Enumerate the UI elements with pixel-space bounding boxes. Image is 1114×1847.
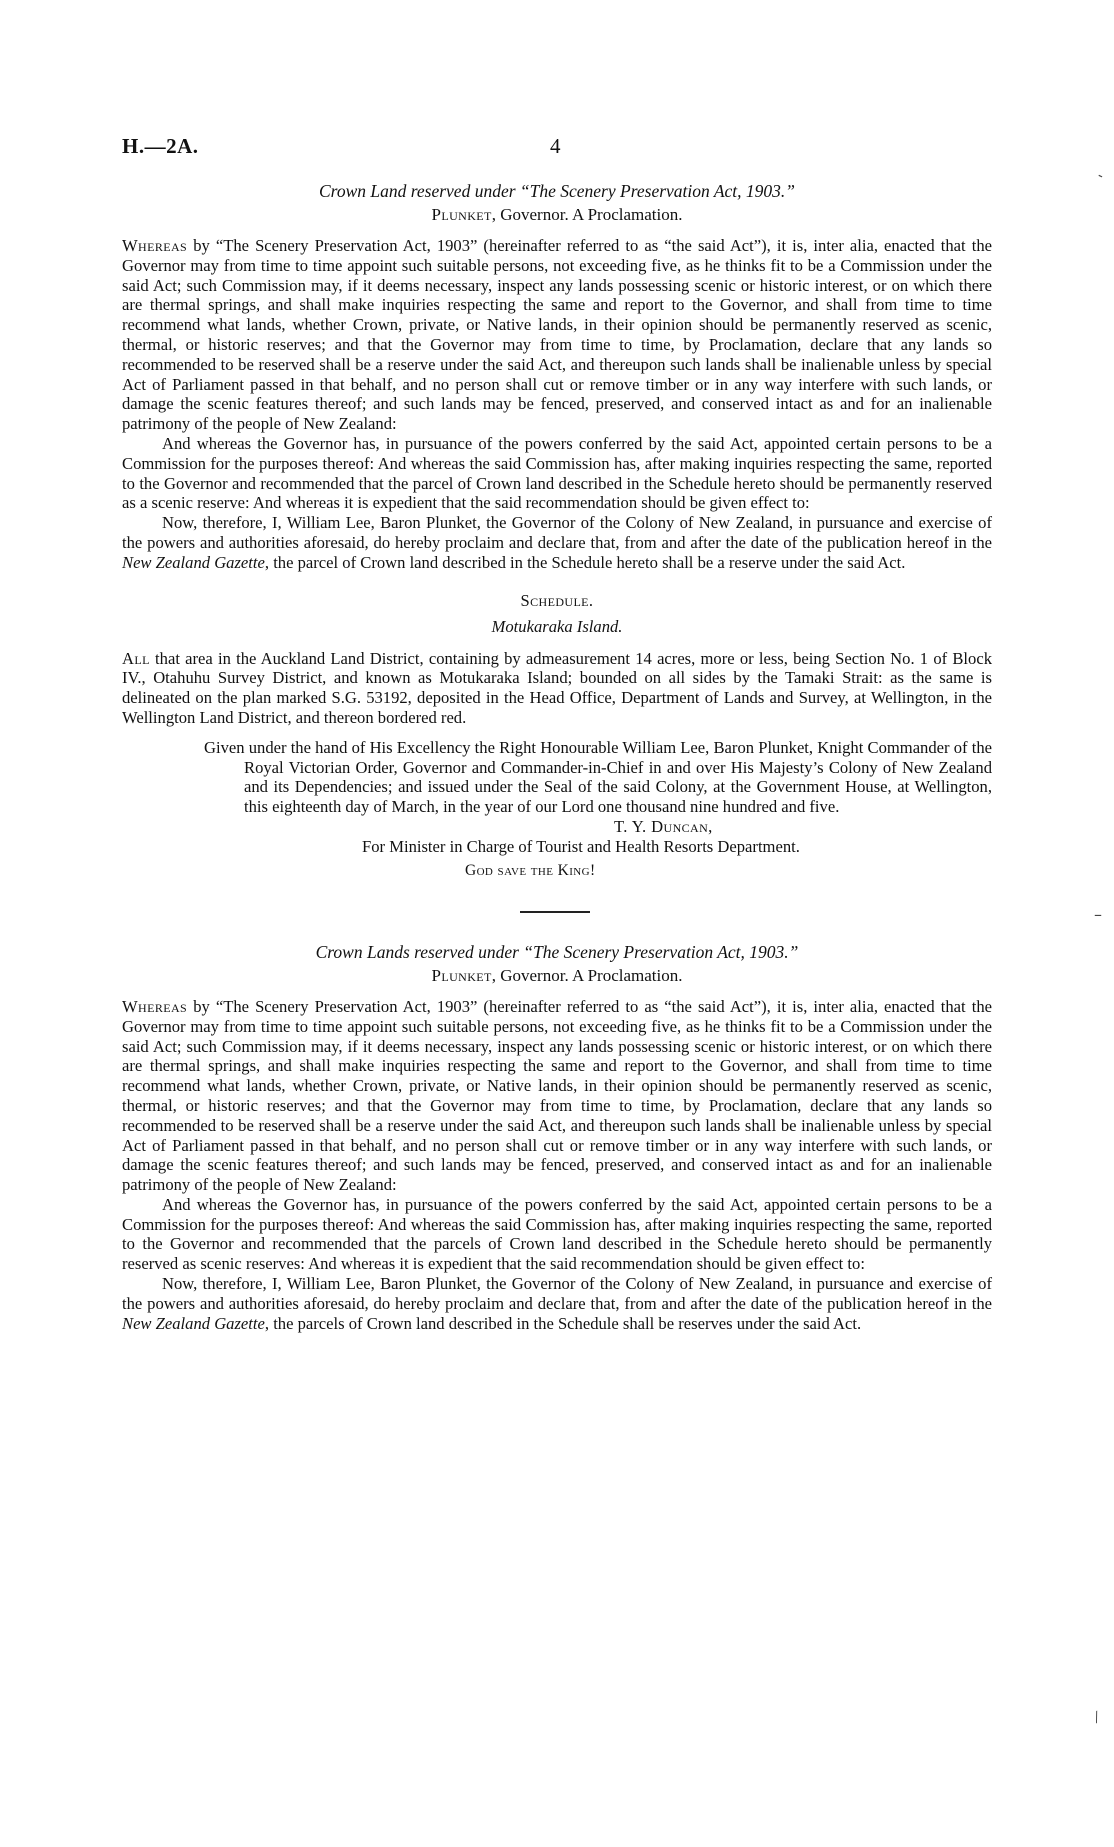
- declaration-text-end: , the parcel of Crown land described in the Schedule hereto shall be a reserve under the said Act.: [264, 552, 906, 572]
- recital-paragraph: And whereas the Governor has, in pursuance of the powers conferred by the said Act, appointed certain persons to be a Commission for the purposes thereof: And whereas the said Commission has, after making inquiries respecting the same, reported to the Governor and recommended that the parcel of Crown land described in the Schedule hereto should be permanently reserved as a scenic reserve: And whereas it is expedient that the said recommendation should be given effect to:: [122, 433, 992, 513]
- declaration-text-start: Now, therefore, I, William Lee, Baron Plunket, the Governor of the Colony of New Zealand, in pursuance and exercise of the powers and authorities aforesaid, do hereby proclaim and declare that, from and after the date of the publication hereof in the: [122, 1274, 992, 1313]
- schedule-description: [122, 649, 992, 728]
- page-header: [122, 134, 992, 164]
- preamble-text: by “The Scenery Preservation Act, 1903” (hereinafter referred to as “the said Act”), it is, inter alia, enacted that the Governor may from time to time appoint such suitable persons, not exceeding five, as he thinks fit to be a Commission under the said Act; such Commission may, if it deems necessary, inspect any lands possessing scenic or historic interest, or on which there are thermal springs, and shall make inquiries respecting the same and report to the Governor, and shall from time to time recommend what lands, whether Crown, private, or Native lands, in their opinion should be permanently reserved as scenic, thermal, or historic reserves; and that the Governor may from time to time, by Proclamation, declare that any lands so recommended to be reserved shall be a reserve under the said Act, and thereupon such lands shall be inalienable unless by special Act of Parliament passed in that behalf, and no person shall cut or remove timber or in any way interfere with such lands, or damage the scenic features thereof; and such lands may be fenced, preserved, and conserved intact as and for an inalienable patrimony of the people of New Zealand:: [122, 996, 992, 1195]
- proclamation-subtitle: [122, 204, 992, 226]
- proclamation-crown-lands: [122, 941, 992, 1334]
- preamble-paragraph: [122, 236, 992, 434]
- preamble-paragraph: [122, 997, 992, 1195]
- document-content: [122, 180, 992, 1333]
- page-number: 4: [550, 134, 561, 158]
- signatory-role: For Minister in Charge of Tourist and Health Resorts Department.: [362, 836, 800, 856]
- gazette-name: New Zealand Gazette: [122, 1313, 265, 1333]
- proclamation-subtitle: [122, 965, 992, 987]
- proclamation-heading-text: , Governor. A Proclamation.: [491, 965, 683, 985]
- declaration-paragraph: [122, 513, 992, 572]
- page-reference: H.—2A.: [122, 134, 199, 158]
- section-divider: [520, 911, 590, 913]
- declaration-paragraph: [122, 1274, 992, 1333]
- given-under-block: [204, 738, 992, 817]
- proclamation-motukaraka: [122, 180, 992, 881]
- proclamation-title: Crown Lands reserved under “The Scenery Preservation Act, 1903.”: [315, 941, 799, 962]
- given-under-text: Given under the hand of His Excellency the Right Honourable William Lee, Baron Plunket, Knight Commander of the Royal Victorian Order, Governor and Commander-in-Chief in and over His Majesty’s Colony of New Zealand and its Dependencies; and issued under the Seal of the said Colony, at the Government House, at Wellington, this eighteenth day of March, in the year of our Lord one thousand nine hundred and five.: [204, 737, 992, 817]
- lead-word: All: [122, 648, 150, 668]
- gazette-name: New Zealand Gazette: [122, 552, 265, 572]
- governor-name: Plunket: [431, 965, 492, 985]
- signatory-name: T. Y. Duncan,: [614, 816, 713, 836]
- proclamation-title: Crown Land reserved under “The Scenery Preservation Act, 1903.”: [318, 181, 795, 201]
- scan-speck-mark: –: [1094, 905, 1102, 924]
- proclamation-heading-text: , Governor. A Proclamation.: [491, 205, 683, 224]
- closing-line: God save the King!: [465, 861, 596, 879]
- preamble-text: by “The Scenery Preservation Act, 1903” (hereinafter referred to as “the said Act”), it is, inter alia, enacted that the Governor may from time to time appoint such suitable persons, not exceeding five, as he thinks fit to be a Commission under the said Act; such Commission may, if it deems necessary, inspect any lands possessing scenic or historic interest, or on which there are thermal springs, and shall make inquiries respecting the same and report to the Governor, and shall from time to time recommend what lands, whether Crown, private, or Native lands, in their opinion should be permanently reserved as scenic, thermal, or historic reserves; and that the Governor may from time to time, by Proclamation, declare that any lands so recommended to be reserved shall be a reserve under the said Act, and thereupon such lands shall be inalienable unless by special Act of Parliament passed in that behalf, and no person shall cut or remove timber or in any way interfere with such lands, or damage the scenic features thereof; and such lands may be fenced, preserved, and conserved intact as and for an inalienable patrimony of the people of New Zealand:: [122, 236, 992, 434]
- scan-speck-mark: ‐: [1094, 167, 1107, 185]
- declaration-text-end: , the parcels of Crown land described in the Schedule shall be reserves under the said Act.: [264, 1313, 862, 1333]
- lead-word: Whereas: [122, 996, 188, 1016]
- recital-paragraph: And whereas the Governor has, in pursuance of the powers conferred by the said Act, appointed certain persons to be a Commission for the purposes thereof: And whereas the said Commission has, after making inquiries respecting the same, reported to the Governor and recommended that the parcels of Crown land described in the Schedule hereto should be permanently reserved as scenic reserves: And whereas it is expedient that the said recommendation should be given effect to:: [122, 1194, 992, 1274]
- schedule-subheading: Motukaraka Island.: [491, 616, 623, 636]
- declaration-text-start: Now, therefore, I, William Lee, Baron Plunket, the Governor of the Colony of New Zealand, in pursuance and exercise of the powers and authorities aforesaid, do hereby proclaim and declare that, from and after the date of the publication hereof in the: [122, 513, 992, 552]
- lead-word: Whereas: [122, 236, 188, 255]
- scan-speck-mark: ⁄: [1092, 1710, 1103, 1726]
- governor-name: Plunket: [431, 205, 492, 224]
- schedule-heading: Schedule.: [520, 590, 594, 610]
- schedule-text: that area in the Auckland Land District, containing by admeasurement 14 acres, more or less, being Section No. 1 of Block IV., Otahuhu Survey District, and known as Motukaraka Island; bounded on all sides by the Tamaki Strait: as the same is delineated on the plan marked S.G. 53192, deposited in the Head Office, Department of Lands and Survey, at Wellington, in the Wellington Land District, and thereon bordered red.: [122, 648, 992, 727]
